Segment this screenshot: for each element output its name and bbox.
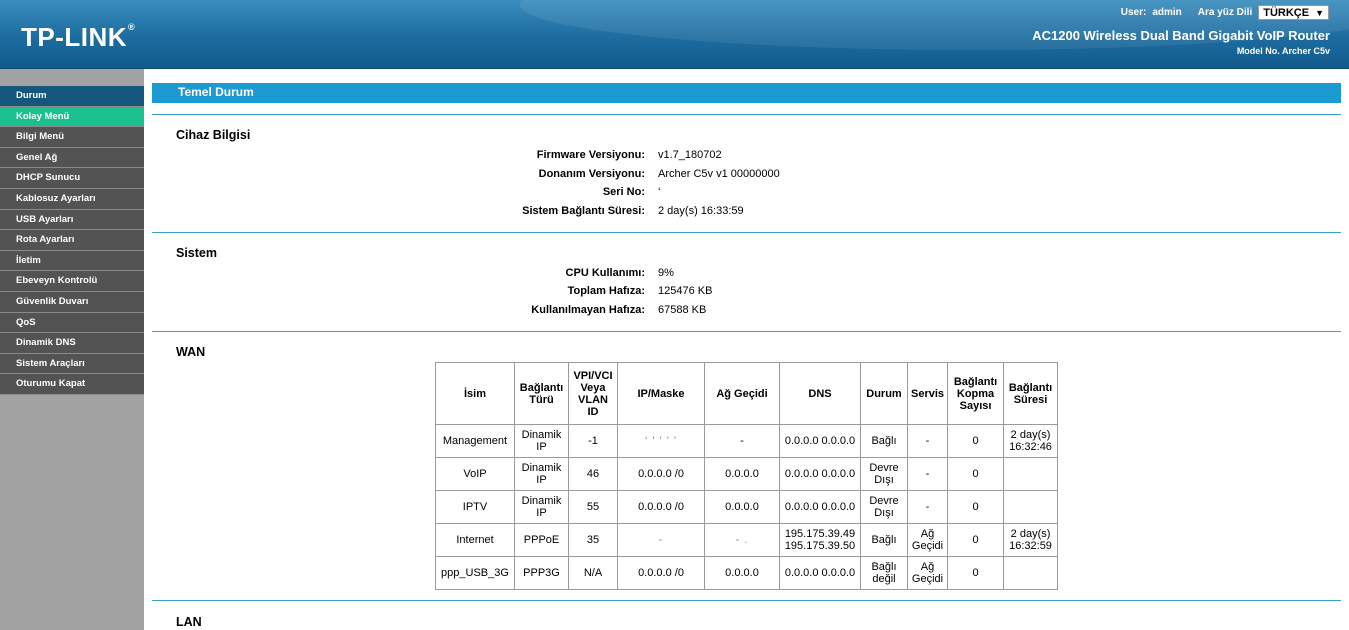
table-cell: - . — [705, 524, 780, 557]
info-row — [152, 149, 1052, 167]
info-label: CPU Kullanımı: — [565, 267, 645, 279]
table-cell: PPP3G — [515, 557, 569, 590]
sidebar-item-kablosuz-ayarlari[interactable]: Kablosuz Ayarları — [0, 189, 144, 210]
sidebar-item-guvenlik-duvari[interactable]: Güvenlik Duvarı — [0, 292, 144, 313]
table-cell: - — [618, 524, 705, 557]
section-title-wan: WAN — [176, 345, 206, 359]
sidebar-item-ebeveyn-kontrolu[interactable]: Ebeveyn Kontrolü — [0, 271, 144, 292]
sidebar-item-kolay-menu[interactable]: Kolay Menü — [0, 107, 144, 128]
column-header: Durum — [861, 363, 908, 425]
table-cell: 55 — [569, 491, 618, 524]
section-title-system: Sistem — [176, 246, 217, 260]
column-header: VPI/VCI Veya VLAN ID — [569, 363, 618, 425]
table-cell: 0.0.0.0 /0 — [618, 491, 705, 524]
header — [0, 0, 1349, 68]
table-row — [436, 425, 1058, 458]
column-header: IP/Maske — [618, 363, 705, 425]
column-header: Servis — [908, 363, 948, 425]
wan-table — [435, 362, 1058, 590]
sidebar-item-rota-ayarlari[interactable]: Rota Ayarları — [0, 230, 144, 251]
table-cell: 2 day(s) 16:32:59 — [1004, 524, 1058, 557]
sidebar — [0, 69, 144, 630]
table-cell: 195.175.39.49 195.175.39.50 — [780, 524, 861, 557]
info-label: Sistem Bağlantı Süresi: — [522, 205, 645, 217]
user-line — [1121, 5, 1329, 20]
table-cell: Devre Dışı — [861, 458, 908, 491]
table-cell: 0 — [948, 557, 1004, 590]
info-value: 9% — [658, 267, 674, 279]
model-number: Model No. Archer C5v — [1236, 46, 1330, 56]
column-header: DNS — [780, 363, 861, 425]
info-value: 67588 KB — [658, 304, 707, 316]
sidebar-item-sistem-araclari[interactable]: Sistem Araçları — [0, 354, 144, 375]
info-row — [152, 285, 1052, 303]
table-cell: Dinamik IP — [515, 491, 569, 524]
table-cell: Bağlı — [861, 524, 908, 557]
language-label: Ara yüz Dili — [1197, 7, 1253, 18]
sidebar-item-qos[interactable]: QoS — [0, 313, 144, 334]
sidebar-item-oturumu-kapat[interactable]: Oturumu Kapat — [0, 374, 144, 395]
info-value: 125476 KB — [658, 285, 713, 297]
product-name: AC1200 Wireless Dual Band Gigabit VoIP Router — [1032, 28, 1330, 43]
sidebar-item-iletim[interactable]: İletim — [0, 251, 144, 272]
info-row — [152, 205, 1052, 223]
info-label: Toplam Hafıza: — [567, 285, 645, 297]
info-row — [152, 168, 1052, 186]
table-cell — [1004, 491, 1058, 524]
table-cell: Management — [436, 425, 515, 458]
table-cell: ppp_USB_3G — [436, 557, 515, 590]
table-row — [436, 491, 1058, 524]
table-cell: 0 — [948, 491, 1004, 524]
table-cell: Dinamik IP — [515, 458, 569, 491]
main-content — [152, 69, 1341, 630]
table-cell — [1004, 458, 1058, 491]
sidebar-item-usb-ayarlari[interactable]: USB Ayarları — [0, 210, 144, 231]
info-label: Seri No: — [602, 186, 645, 198]
table-cell: Ağ Geçidi — [908, 524, 948, 557]
info-value: Archer C5v v1 00000000 — [658, 168, 780, 180]
info-row — [152, 186, 1052, 204]
table-cell: 0.0.0.0 0.0.0.0 — [780, 458, 861, 491]
sidebar-menu — [0, 86, 144, 395]
info-value: 2 day(s) 16:33:59 — [658, 205, 744, 217]
user-name: admin — [1152, 7, 1182, 18]
dropdown-arrow-icon: ▼ — [1315, 7, 1324, 18]
table-cell: ‘ ' ' ' ' — [618, 425, 705, 458]
table-cell: Ağ Geçidi — [908, 557, 948, 590]
info-label: Donanım Versiyonu: — [538, 168, 645, 180]
language-select[interactable]: TÜRKÇE ▼ — [1258, 5, 1329, 20]
info-value: v1.7_180702 — [658, 149, 722, 161]
table-cell: 0.0.0.0 — [705, 491, 780, 524]
sidebar-item-dinamik-dns[interactable]: Dinamik DNS — [0, 333, 144, 354]
table-cell: 46 — [569, 458, 618, 491]
table-cell: IPTV — [436, 491, 515, 524]
column-header: Ağ Geçidi — [705, 363, 780, 425]
table-row — [436, 458, 1058, 491]
table-cell: 2 day(s) 16:32:46 — [1004, 425, 1058, 458]
table-cell: - — [908, 491, 948, 524]
table-header-row — [436, 363, 1058, 425]
table-cell: - — [705, 425, 780, 458]
column-header: Bağlantı Süresi — [1004, 363, 1058, 425]
table-cell: 0.0.0.0 /0 — [618, 557, 705, 590]
table-cell: -1 — [569, 425, 618, 458]
column-header: Bağlantı Kopma Sayısı — [948, 363, 1004, 425]
table-cell: Internet — [436, 524, 515, 557]
table-cell: - — [908, 458, 948, 491]
table-cell: Bağlı — [861, 425, 908, 458]
info-row — [152, 267, 1052, 285]
table-cell — [1004, 557, 1058, 590]
sidebar-item-bilgi-menu[interactable]: Bilgi Menü — [0, 127, 144, 148]
info-row — [152, 304, 1052, 322]
table-row — [436, 557, 1058, 590]
table-cell: 0.0.0.0 0.0.0.0 — [780, 491, 861, 524]
table-cell: 35 — [569, 524, 618, 557]
sidebar-item-genel-ag[interactable]: Genel Ağ — [0, 148, 144, 169]
table-cell: 0.0.0.0 0.0.0.0 — [780, 425, 861, 458]
table-cell: VoIP — [436, 458, 515, 491]
user-label: User: — [1120, 7, 1147, 18]
section-title-lan: LAN — [176, 615, 202, 629]
sidebar-item-dhcp-sunucu[interactable]: DHCP Sunucu — [0, 168, 144, 189]
sidebar-item-durum[interactable]: Durum — [0, 86, 144, 107]
table-cell: Dinamik IP — [515, 425, 569, 458]
tp-link-logo: TP-LINK® — [21, 22, 136, 52]
table-cell: 0 — [948, 458, 1004, 491]
table-cell: 0 — [948, 524, 1004, 557]
table-cell: N/A — [569, 557, 618, 590]
table-cell: Devre Dışı — [861, 491, 908, 524]
column-header: İsim — [436, 363, 515, 425]
table-cell: 0.0.0.0 /0 — [618, 458, 705, 491]
table-cell: Bağlı değil — [861, 557, 908, 590]
page-title: Temel Durum — [152, 83, 1341, 103]
table-row — [436, 524, 1058, 557]
table-cell: 0.0.0.0 — [705, 557, 780, 590]
table-cell: - — [908, 425, 948, 458]
table-cell: 0.0.0.0 — [705, 458, 780, 491]
info-label: Firmware Versiyonu: — [536, 149, 645, 161]
info-label: Kullanılmayan Hafıza: — [531, 304, 645, 316]
section-title-device: Cihaz Bilgisi — [176, 128, 251, 142]
table-cell: PPPoE — [515, 524, 569, 557]
info-value: ‘ — [658, 186, 661, 198]
table-cell: 0.0.0.0 0.0.0.0 — [780, 557, 861, 590]
table-cell: 0 — [948, 425, 1004, 458]
column-header: Bağlantı Türü — [515, 363, 569, 425]
